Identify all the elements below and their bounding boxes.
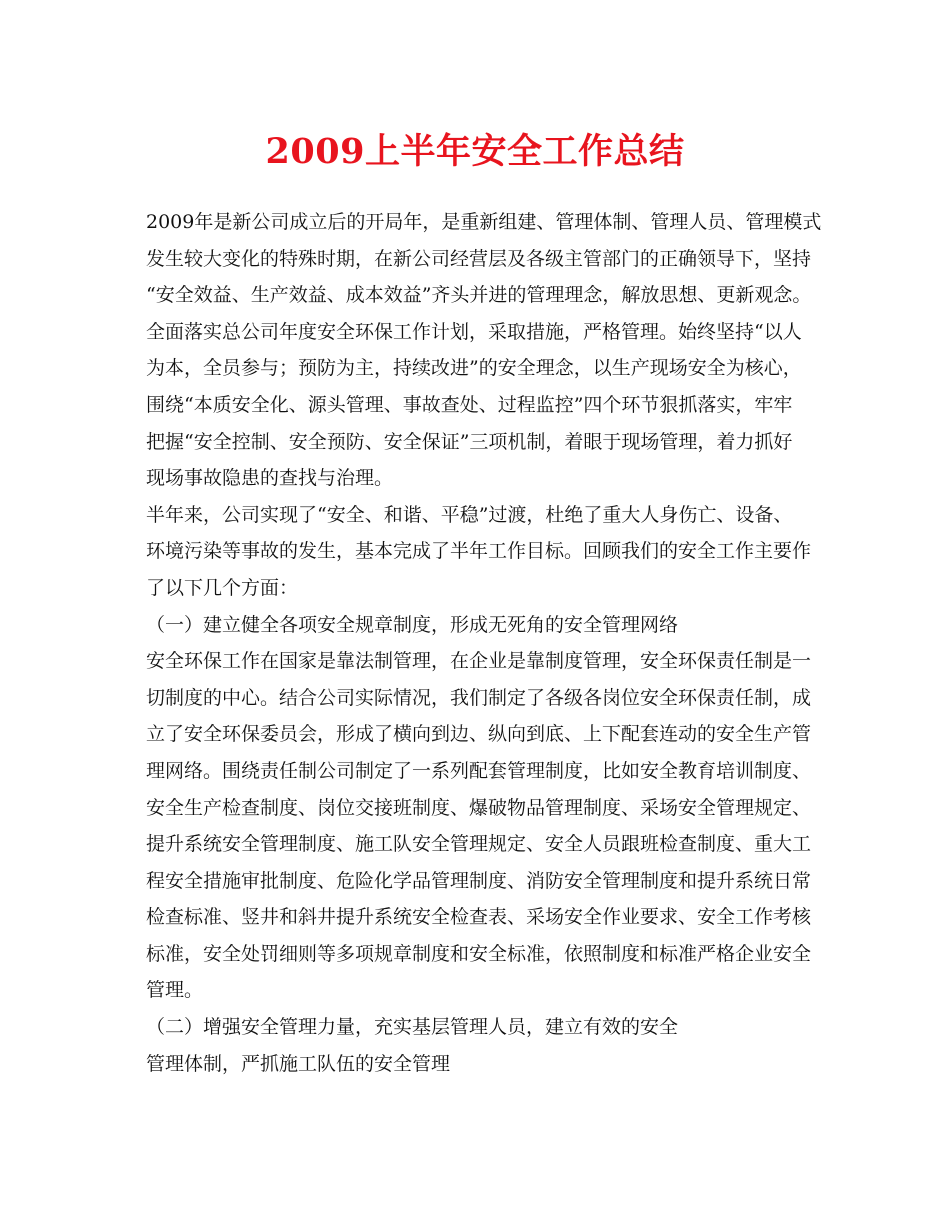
body-line: 为本，全员参与；预防为主，持续改进”的安全理念，以生产现场安全为核心，: [146, 357, 802, 380]
body-line: 围绕“本质安全化、源头管理、事故查处、过程监控”四个环节狠抓落实，牢牢: [146, 393, 793, 416]
body-line: 提升系统安全管理制度、施工队安全管理规定、安全人员跟班检查制度、重大工: [146, 833, 812, 856]
body-line: 2009年是新公司成立后的开局年，是重新组建、管理体制、管理人员、管理模式: [146, 211, 822, 233]
body-line: 标准，安全处罚细则等多项规章制度和安全标准，依照制度和标准严格企业安全: [146, 942, 812, 965]
body-line: 程安全措施审批制度、危险化学品管理制度、消防安全管理制度和提升系统日常: [146, 869, 812, 892]
body-line: 切制度的中心。结合公司实际情况，我们制定了各级各岗位安全环保责任制，成: [146, 686, 812, 709]
body-line: 全面落实总公司年度安全环保工作计划，采取措施，严格管理。始终坚持“以人: [146, 320, 802, 343]
document-title: 2009上半年安全工作总结: [265, 131, 685, 172]
body-line: 现场事故隐患的查找与治理。: [146, 467, 394, 490]
body-line: 安全生产检查制度、岗位交接班制度、爆破物品管理制度、采场安全管理规定、: [146, 796, 812, 819]
section-heading: （一）建立健全各项安全规章制度，形成无死角的安全管理网络: [146, 613, 679, 636]
body-line: 了以下几个方面：: [146, 576, 299, 599]
body-line: 立了安全环保委员会，形成了横向到边、纵向到底、上下配套连动的安全生产管: [146, 723, 812, 746]
body-line: 管理。: [146, 979, 204, 1002]
body-line: 发生较大变化的特殊时期，在新公司经营层及各级主管部门的正确领导下，坚持: [146, 247, 812, 270]
section-heading: （二）增强安全管理力量，充实基层管理人员，建立有效的安全: [146, 1016, 679, 1039]
body-line: 半年来，公司实现了“安全、和谐、平稳”过渡，杜绝了重大人身伤亡、设备、: [146, 503, 793, 526]
body-line: 理网络。围绕责任制公司制定了一系列配套管理制度，比如安全教育培训制度、: [146, 759, 812, 782]
body-line: 安全环保工作在国家是靠法制管理，在企业是靠制度管理，安全环保责任制是一: [146, 650, 812, 673]
body-line: 环境污染等事故的发生，基本完成了半年工作目标。回顾我们的安全工作主要作: [146, 540, 812, 563]
document-body: [146, 204, 836, 1082]
section-heading-continued: 管理体制，严抓施工队伍的安全管理: [146, 1052, 451, 1075]
body-line: 把握“安全控制、安全预防、安全保证”三项机制，着眼于现场管理，着力抓好: [146, 430, 793, 453]
body-line: “安全效益、生产效益、成本效益”齐头并进的管理理念，解放思想、更新观念。: [146, 284, 812, 307]
body-line: 检查标准、竖井和斜井提升系统安全检查表、采场安全作业要求、安全工作考核: [146, 906, 812, 929]
